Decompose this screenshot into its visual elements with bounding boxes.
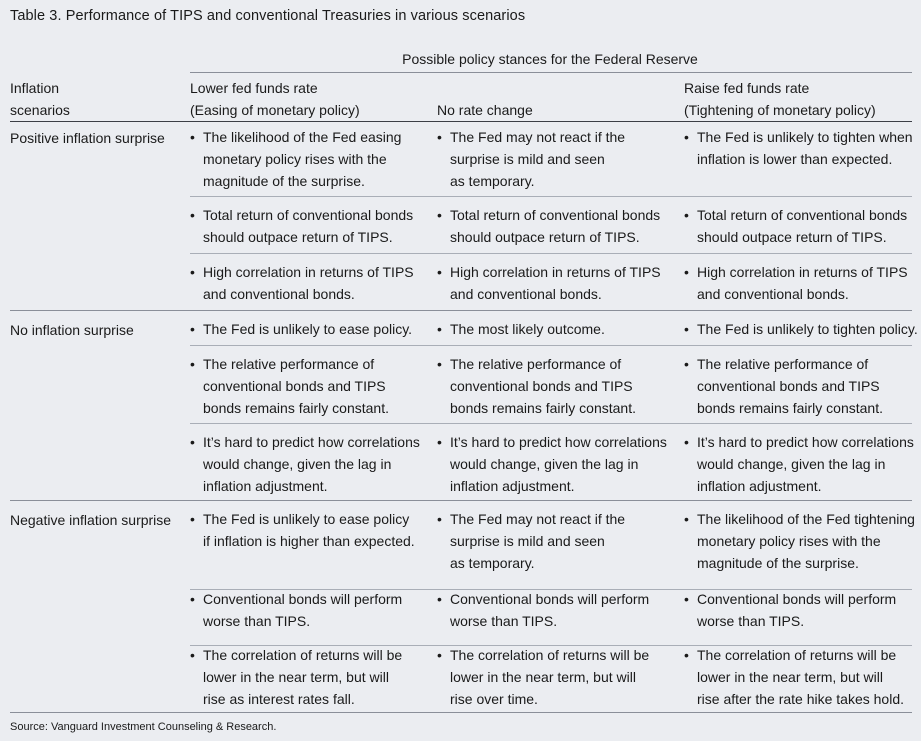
- policy-stances-header: Possible policy stances for the Federal Reserve: [402, 51, 698, 67]
- cell-text-line: • Total return of conventional bonds: [697, 207, 908, 223]
- table-cell: [190, 508, 415, 552]
- cell-text-line: • The Fed may not react if the: [450, 511, 626, 527]
- table-cell: [190, 644, 402, 710]
- cell-text-line: • The most likely outcome.: [450, 321, 605, 337]
- cell-text-line: lower in the near term, but will: [203, 669, 389, 685]
- column-header-line1: Raise fed funds rate: [684, 80, 810, 96]
- row-divider: [190, 196, 912, 197]
- table-cell: [684, 353, 883, 419]
- cell-text-line: • The Fed may not react if the: [450, 129, 626, 145]
- cell-text-line: magnitude of the surprise.: [697, 555, 859, 571]
- cell-text-line: would change, given the lag in: [697, 456, 886, 472]
- table-cell: [684, 431, 914, 497]
- cell-text-line: worse than TIPS.: [203, 613, 311, 629]
- cell-text-line: monetary policy rises with the: [697, 533, 881, 549]
- cell-text-line: • The correlation of returns will be: [203, 647, 403, 663]
- cell-text-line: would change, given the lag in: [450, 456, 639, 472]
- table-cell: [684, 126, 913, 170]
- cell-text-line: rise as interest rates fall.: [203, 691, 355, 707]
- column-header-line2: (Easing of monetary policy): [190, 102, 360, 118]
- table-cell: [190, 588, 402, 632]
- table-cell: [437, 261, 661, 305]
- cell-text-line: • The Fed is unlikely to ease policy.: [203, 321, 413, 337]
- table-cell: [437, 353, 636, 419]
- table-cell: [437, 126, 625, 192]
- cell-text-line: worse than TIPS.: [697, 613, 805, 629]
- cell-text-line: inflation adjustment.: [203, 478, 328, 494]
- cell-text-line: lower in the near term, but will: [450, 669, 636, 685]
- cell-text-line: surprise is mild and seen: [450, 151, 605, 167]
- column-header-lower-rate: [190, 77, 360, 121]
- table-cell: [190, 353, 389, 419]
- row-divider: [190, 645, 912, 646]
- cell-text-line: bonds remains fairly constant.: [450, 400, 636, 416]
- column-header-line2: No rate change: [437, 102, 533, 118]
- table-bottom-rule: [10, 712, 912, 713]
- column-header-no-change: [437, 99, 533, 121]
- cell-text-line: and conventional bonds.: [697, 286, 849, 302]
- cell-text-line: if inflation is higher than expected.: [203, 533, 415, 549]
- cell-text-line: and conventional bonds.: [203, 286, 355, 302]
- cell-text-line: as temporary.: [450, 173, 535, 189]
- source-note: Source: Vanguard Investment Counseling & Research.: [10, 721, 277, 733]
- cell-text-line: inflation adjustment.: [450, 478, 575, 494]
- table-cell: [684, 644, 904, 710]
- row-header-line1: Inflation: [10, 80, 60, 96]
- cell-text-line: would change, given the lag in: [203, 456, 392, 472]
- table-cell: [437, 318, 605, 340]
- cell-text-line: • The correlation of returns will be: [450, 647, 650, 663]
- cell-text-line: • The Fed is unlikely to ease policy: [203, 511, 410, 527]
- column-header-line1: Lower fed funds rate: [190, 80, 318, 96]
- row-divider: [190, 423, 912, 424]
- table-cell: [437, 588, 649, 632]
- cell-text-line: • The likelihood of the Fed tightening: [697, 511, 915, 527]
- cell-text-line: inflation is lower than expected.: [697, 151, 893, 167]
- scenario-divider: [10, 500, 912, 501]
- cell-text-line: • The relative performance of: [203, 356, 375, 372]
- table-cell: [684, 508, 915, 574]
- cell-text-line: • The relative performance of: [450, 356, 622, 372]
- row-header-line2: scenarios: [10, 102, 70, 118]
- row-header: [10, 77, 70, 121]
- cell-text-line: • Total return of conventional bonds: [450, 207, 661, 223]
- cell-text-line: • Conventional bonds will perform: [203, 591, 403, 607]
- cell-text-line: • The correlation of returns will be: [697, 647, 897, 663]
- table-cell: [684, 261, 908, 305]
- table-cell: [190, 204, 413, 248]
- cell-text-line: should outpace return of TIPS.: [450, 229, 640, 245]
- cell-text-line: • Conventional bonds will perform: [697, 591, 897, 607]
- cell-text-line: • High correlation in returns of TIPS: [450, 264, 661, 280]
- cell-text-line: • The Fed is unlikely to tighten when: [697, 129, 913, 145]
- cell-text-line: • The Fed is unlikely to tighten policy.: [697, 321, 918, 337]
- cell-text-line: rise over time.: [450, 691, 538, 707]
- cell-text-line: rise after the rate hike takes hold.: [697, 691, 904, 707]
- cell-text-line: • It’s hard to predict how correlations: [697, 434, 914, 450]
- column-header-line2: (Tightening of monetary policy): [684, 102, 876, 118]
- cell-text-line: should outpace return of TIPS.: [203, 229, 393, 245]
- cell-text-line: conventional bonds and TIPS: [697, 378, 880, 394]
- table-cell: [684, 588, 896, 632]
- cell-text-line: conventional bonds and TIPS: [450, 378, 633, 394]
- cell-text-line: worse than TIPS.: [450, 613, 558, 629]
- cell-text-line: • Total return of conventional bonds: [203, 207, 414, 223]
- cell-text-line: inflation adjustment.: [697, 478, 822, 494]
- header-divider: [10, 121, 912, 122]
- cell-text-line: monetary policy rises with the: [203, 151, 387, 167]
- cell-text-line: • High correlation in returns of TIPS: [203, 264, 414, 280]
- scenario-label: Positive inflation surprise: [10, 130, 165, 146]
- cell-text-line: conventional bonds and TIPS: [203, 378, 386, 394]
- table-cell: [190, 261, 414, 305]
- table-cell: [684, 318, 918, 340]
- cell-text-line: as temporary.: [450, 555, 535, 571]
- scenario-divider: [10, 310, 912, 311]
- cell-text-line: lower in the near term, but will: [697, 669, 883, 685]
- table-cell: [437, 431, 667, 497]
- policy-header-divider: [190, 72, 912, 73]
- table-cell: [190, 126, 401, 192]
- scenario-label: No inflation surprise: [10, 322, 134, 338]
- table-cell: [437, 644, 649, 710]
- cell-text-line: • It’s hard to predict how correlations: [450, 434, 667, 450]
- row-divider: [190, 253, 912, 254]
- scenario-label: Negative inflation surprise: [10, 512, 172, 528]
- cell-text-line: should outpace return of TIPS.: [697, 229, 887, 245]
- cell-text-line: magnitude of the surprise.: [203, 173, 365, 189]
- cell-text-line: • High correlation in returns of TIPS: [697, 264, 908, 280]
- cell-text-line: • Conventional bonds will perform: [450, 591, 650, 607]
- cell-text-line: bonds remains fairly constant.: [203, 400, 389, 416]
- table-cell: [437, 508, 625, 574]
- cell-text-line: bonds remains fairly constant.: [697, 400, 883, 416]
- column-header-raise-rate: [684, 77, 876, 121]
- table-cell: [437, 204, 660, 248]
- cell-text-line: surprise is mild and seen: [450, 533, 605, 549]
- cell-text-line: • It’s hard to predict how correlations: [203, 434, 420, 450]
- table-cell: [190, 431, 420, 497]
- table-cell: [190, 318, 412, 340]
- cell-text-line: • The likelihood of the Fed easing: [203, 129, 402, 145]
- row-divider: [190, 345, 912, 346]
- cell-text-line: • The relative performance of: [697, 356, 869, 372]
- cell-text-line: and conventional bonds.: [450, 286, 602, 302]
- row-divider: [190, 589, 912, 590]
- table-title: Table 3. Performance of TIPS and conventional Treasuries in various scenarios: [10, 8, 526, 24]
- table-cell: [684, 204, 907, 248]
